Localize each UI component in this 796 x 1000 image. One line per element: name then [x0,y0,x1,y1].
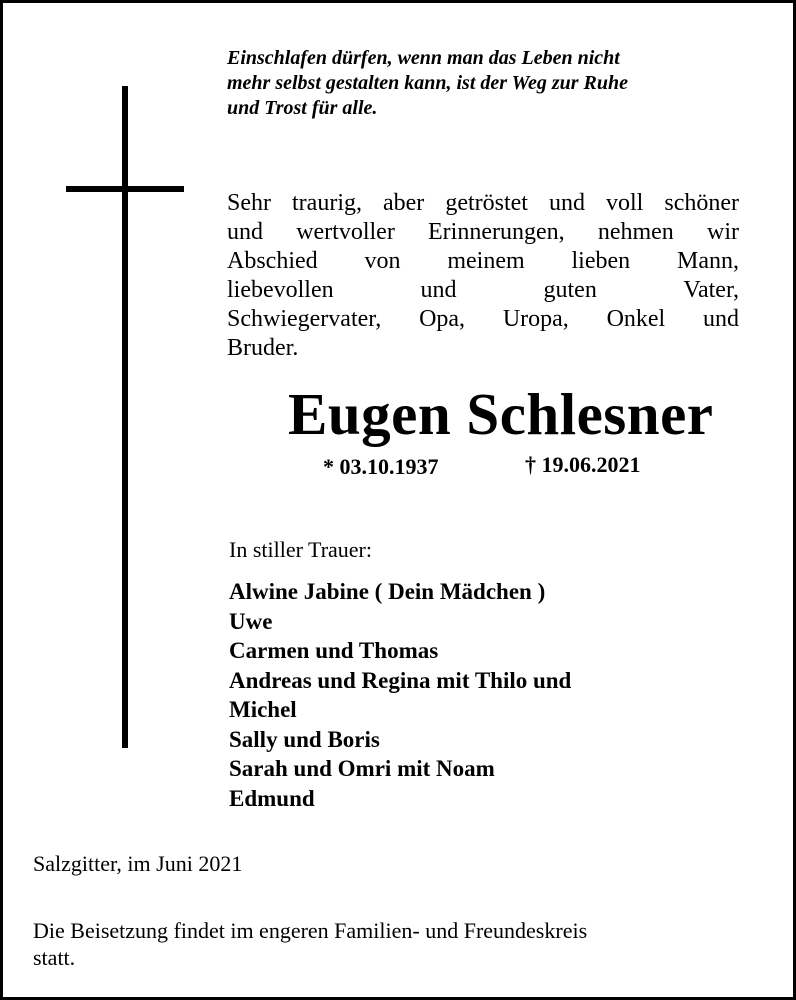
motto-quote [227,46,747,121]
intro-line: und wertvoller Erinnerungen, nehmen wir [227,219,739,245]
funeral-note [33,917,773,971]
motto-line: mehr selbst gestalten kann, ist der Weg zur Ruhe [227,72,628,94]
cross-horizontal-bar [66,186,184,192]
intro-line: Bruder. [227,335,299,361]
funeral-line: statt. [33,945,76,970]
funeral-line: Die Beisetzung findet im engeren Familien- und Freundeskreis [33,918,588,943]
intro-line: liebevollen und guten Vater, [227,277,739,303]
intro-text [227,189,739,363]
list-item: Uwe [229,608,273,634]
mourning-label: In stiller Trauer: [229,537,372,562]
death-date: † 19.06.2021 [525,452,641,477]
place-and-date: Salzgitter, im Juni 2021 [33,851,243,876]
motto-line: und Trost für alle. [227,97,378,119]
list-item: Alwine Jabine ( Dein Mädchen ) [229,579,546,604]
list-item: Michel [229,697,297,722]
intro-line: Abschied von meinem lieben Mann, [227,248,739,274]
intro-line: Schwiegervater, Opa, Uropa, Onkel und [227,306,739,332]
deceased-name: Eugen Schlesner [288,381,714,447]
list-item: Sarah und Omri mit Noam [229,756,495,781]
list-item: Andreas und Regina mit Thilo und [229,667,572,693]
motto-line: Einschlafen dürfen, wenn man das Leben nicht [227,47,620,69]
list-item: Sally und Boris [229,726,380,752]
birth-date: * 03.10.1937 [323,454,439,479]
list-item: Edmund [229,785,315,811]
list-item: Carmen und Thomas [229,638,439,663]
intro-line: Sehr traurig, aber getröstet und voll schöner [227,190,739,216]
mourners-list [229,577,571,813]
